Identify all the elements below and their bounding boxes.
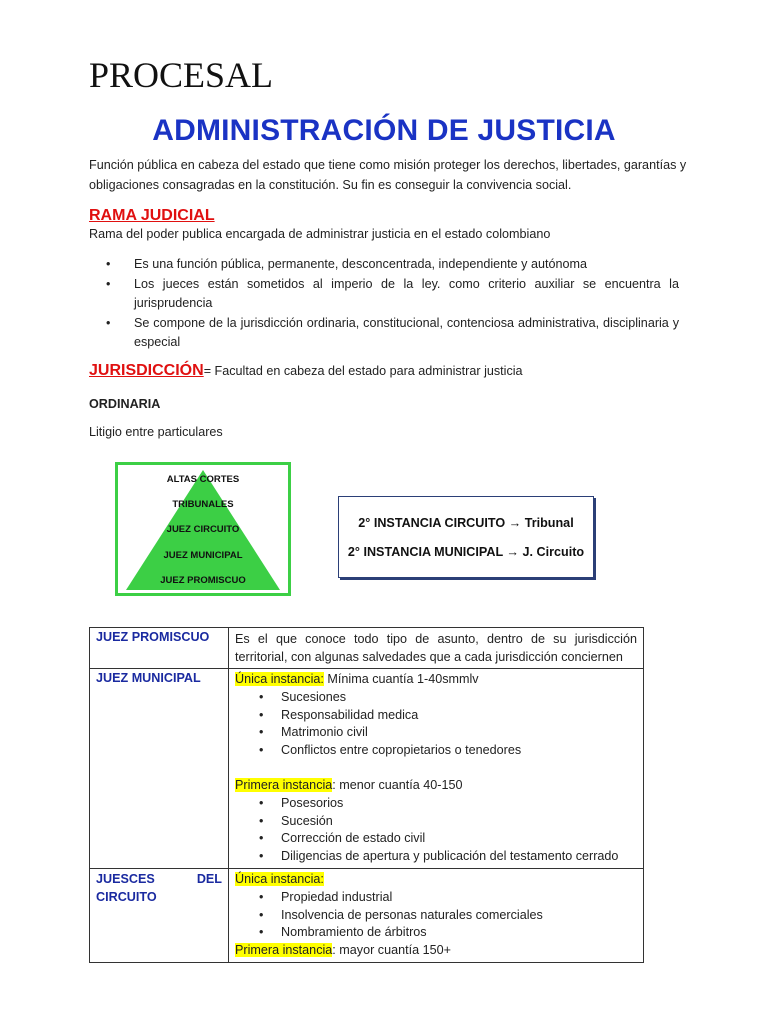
list-item: • Es una función pública, permanente, desconcentrada, independiente y autónoma [134,255,679,275]
table-cell-label: JUESCES DEL CIRCUITO [90,868,229,962]
rama-bullet-list [134,255,679,353]
instancia-line: 2° INSTANCIA MUNICIPAL → J. Circuito [347,545,585,559]
table-cell-label: JUEZ PROMISCUO [90,628,229,669]
table-row [90,868,644,962]
table-row [90,669,644,869]
pyramid-level: JUEZ CIRCUITO [166,524,240,535]
highlighted-label: Única instancia: [235,672,324,686]
pyramid-level: ALTAS CORTES [166,474,240,485]
highlighted-label: Única instancia: [235,871,324,886]
list-item: • Sucesiones [281,689,637,707]
rama-judicial-description: Rama del poder publica encargada de administrar justicia en el estado colombiano [89,227,551,241]
instancia-line: 2° INSTANCIA CIRCUITO → Tribunal [358,516,574,530]
jueces-table [89,627,644,963]
list-item: • Corrección de estado civil [281,830,637,848]
list-item: • Sucesión [281,813,637,831]
pyramid-level: TRIBUNALES [172,499,234,510]
ordinaria-heading: ORDINARIA [89,397,161,411]
circuito-unica-list [235,889,637,942]
jurisdiccion-heading: JURISDICCIÓN [89,362,204,379]
highlighted-label: Primera instancia [235,777,333,792]
pyramid-level: JUEZ PROMISCUO [160,575,246,586]
page-title: ADMINISTRACIÓN DE JUSTICIA [152,114,616,147]
rama-judicial-heading: RAMA JUDICIAL [89,207,215,224]
list-item: • Propiedad industrial [281,889,637,907]
table-cell-description: Es el que conoce todo tipo de asunto, dentro de su jurisdicción territorial, con algunas salvedades que a cada jurisdicción conciernen [229,628,644,669]
instancias-box [338,496,594,578]
pyramid-level: JUEZ MUNICIPAL [163,550,243,561]
list-item: • Conflictos entre copropietarios o tenedores [281,742,637,760]
list-item: • Insolvencia de personas naturales comerciales [281,907,637,925]
jurisdiccion-definition: = Facultad en cabeza del estado para administrar justicia [203,364,523,378]
intro-paragraph: Función pública en cabeza del estado que tiene como misión proteger los derechos, libertades, garantías y obligaciones consagradas en la constitución. Su fin es conseguir la convivencia social. [89,158,687,192]
pyramid-diagram [115,462,291,596]
list-item: • Se compone de la jurisdicción ordinaria, constitucional, contenciosa administrativa, disciplinaria y especial [134,314,679,353]
table-cell-content: Única instancia: • Propiedad industrial • Insolvencia de personas naturales comerciales • Nombramiento de árbitros Primera instancia: mayor cuantía 150+ [229,868,644,962]
table-row [90,628,644,669]
list-item: • Diligencias de apertura y publicación del testamento cerrado [281,848,637,866]
list-item: • Posesorios [281,795,637,813]
highlighted-label: Primera instancia [235,943,333,958]
list-item: • Responsabilidad medica [281,707,637,725]
litigio-text: Litigio entre particulares [89,425,223,439]
table-cell-label: JUEZ MUNICIPAL [90,669,229,869]
table-cell-content: Única instancia: Mínima cuantía 1-40smmlv • Sucesiones • Responsabilidad medica • Matrimonio civil • Conflictos entre copropietarios o tenedores Primera instancia: menor cuantía 40-150 • Posesorios • Sucesión • Corrección de estado civil • Diligencias de apertura y publicación del testamento cerrado [229,669,644,869]
page-header: PROCESAL [89,55,274,95]
list-item: • Matrimonio civil [281,724,637,742]
jurisdiccion-line [89,362,523,380]
municipal-unica-list [235,689,637,760]
municipal-primera-list [235,795,637,866]
list-item: • Nombramiento de árbitros [281,924,637,942]
list-item: • Los jueces están sometidos al imperio de la ley. como criterio auxiliar se encuentra la jurisprudencia [134,275,679,314]
